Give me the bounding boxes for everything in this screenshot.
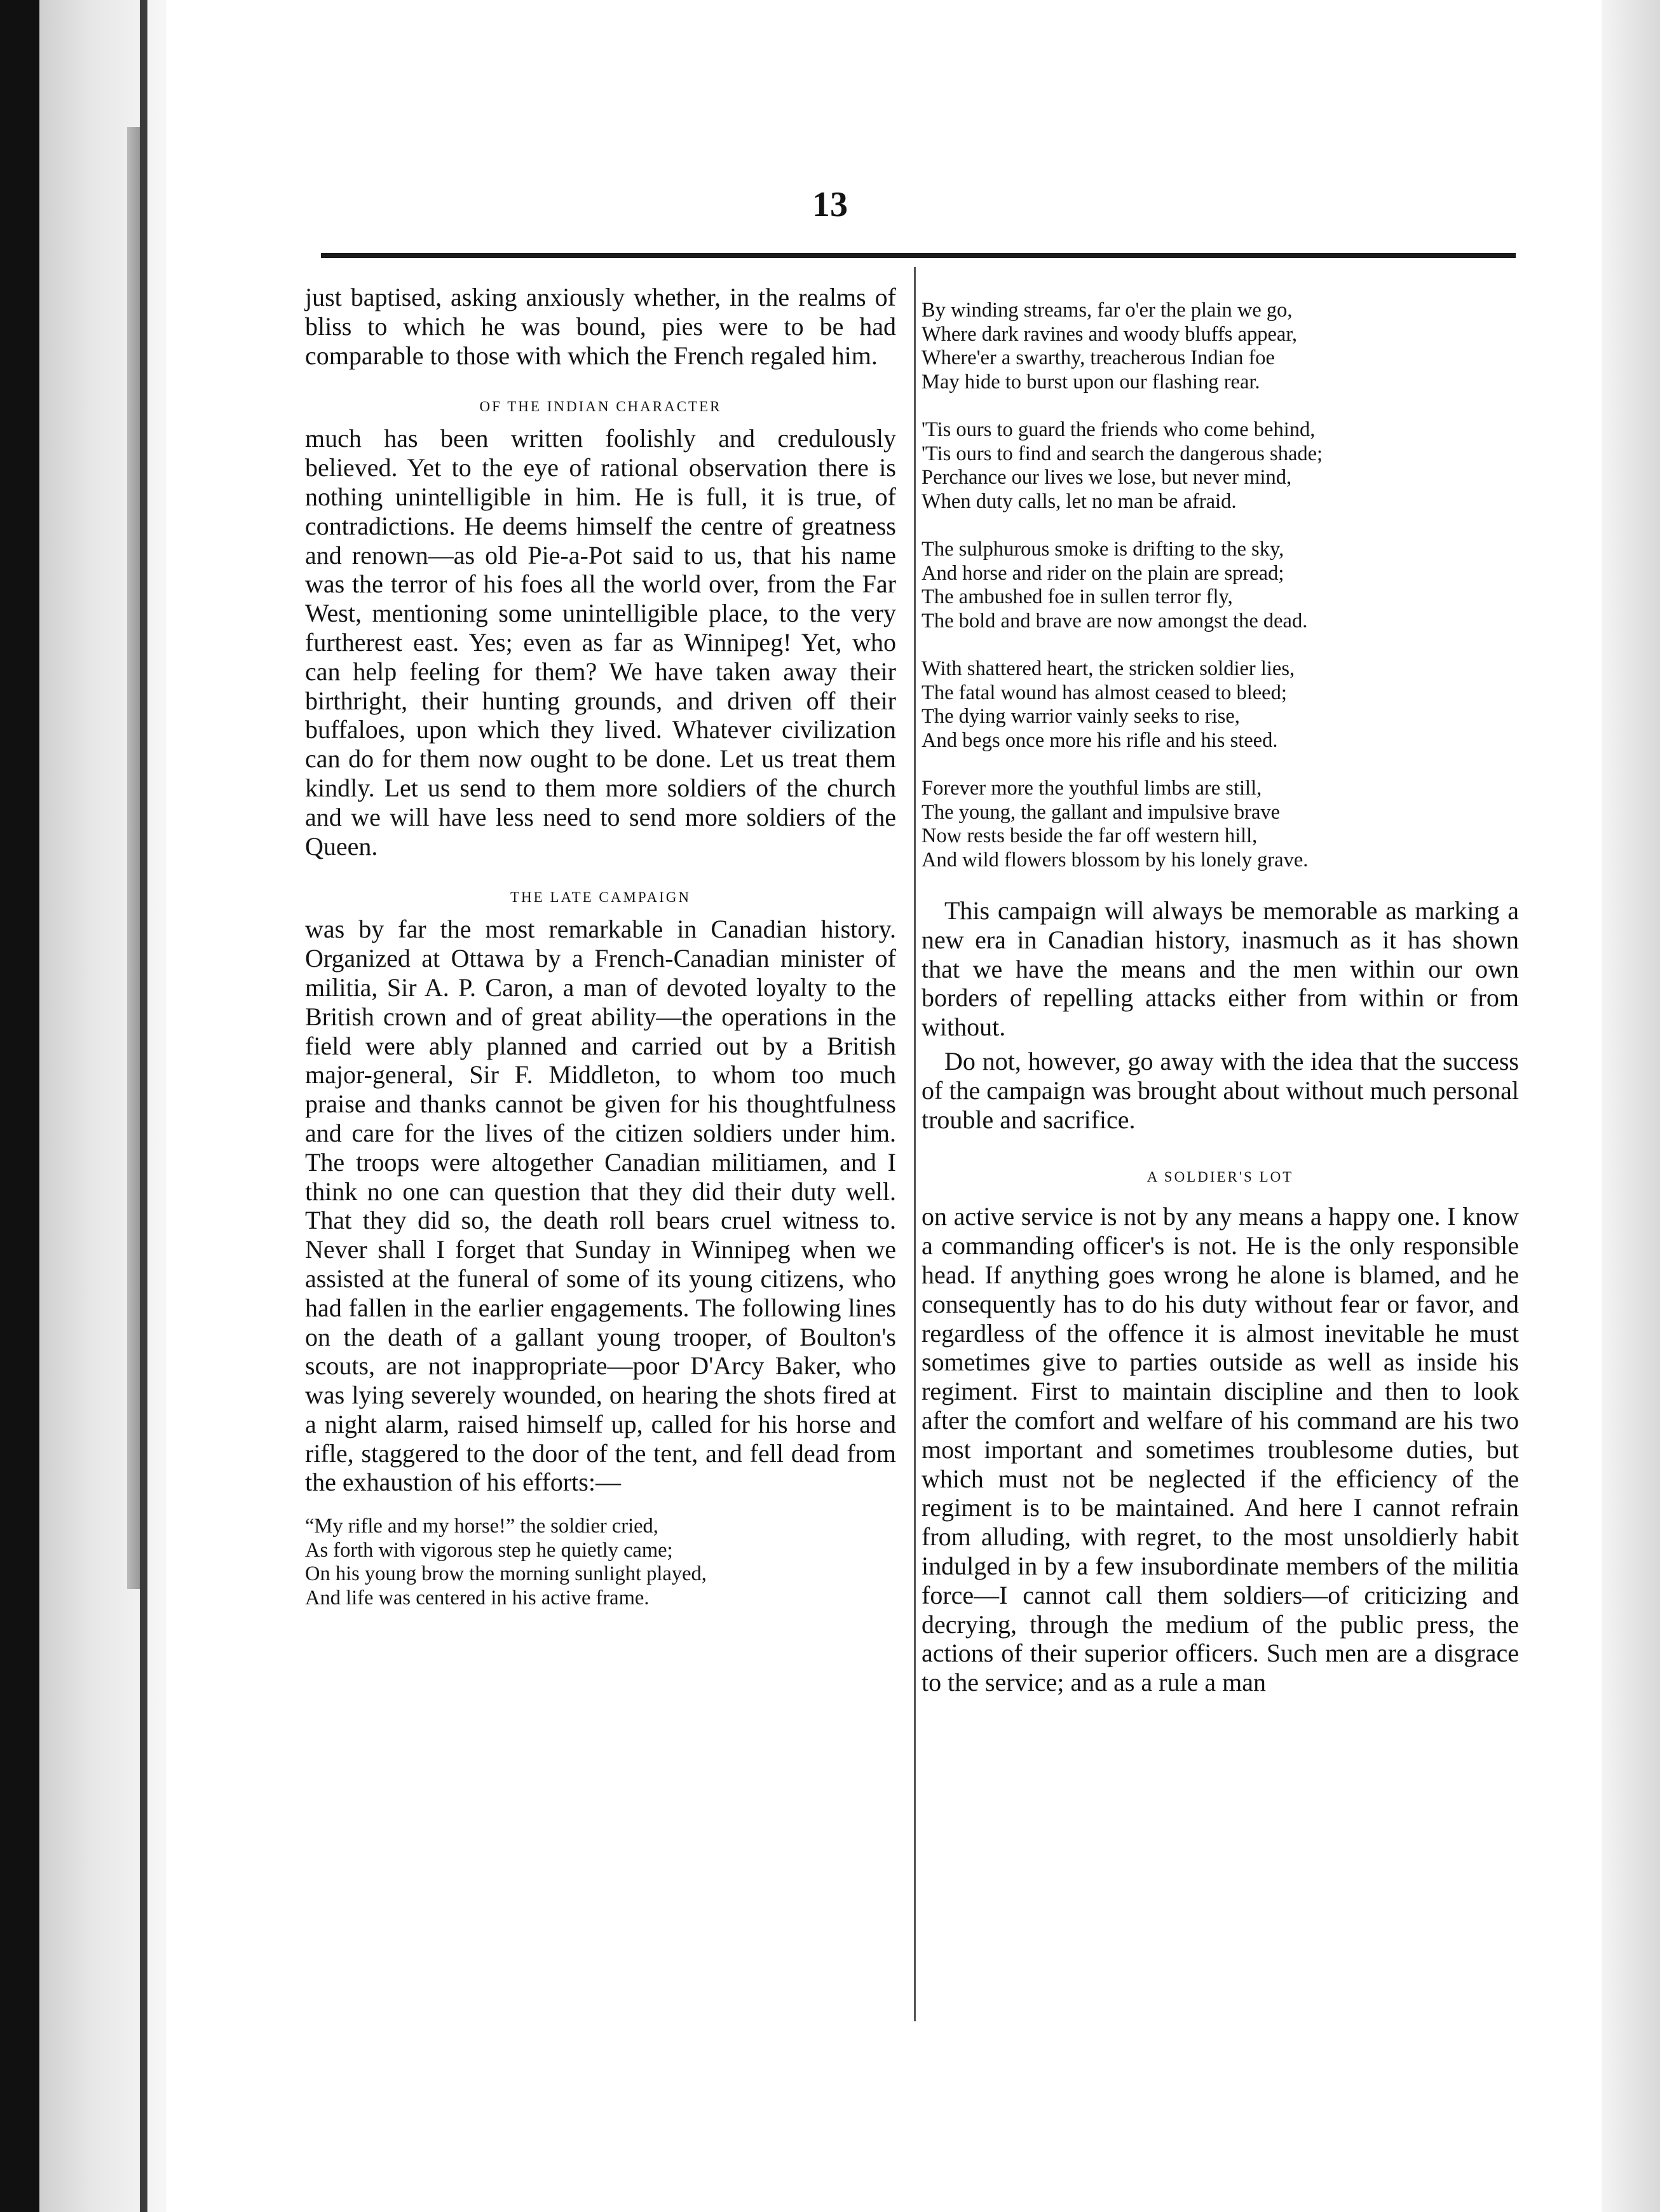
verse-line: And begs once more his rifle and his steed. — [922, 728, 1278, 752]
verse-line: Forever more the youthful limbs are still, — [922, 777, 1262, 800]
verse-line: The fatal wound has almost ceased to bleed; — [922, 681, 1287, 704]
verse-line: “My rifle and my horse!” the soldier cried, — [305, 1515, 658, 1538]
heading-soldiers-lot: A SOLDIER'S LOT — [1146, 1169, 1294, 1185]
right-paragraph-1: This campaign will always be memorable as marking a new era in Canadian history, inasmuch as it has shown that we have the means and the men within our own borders of repelling attacks either from within or from without. — [922, 896, 1519, 1042]
stanza-2 — [922, 418, 1519, 514]
verse-line: The bold and brave are now amongst the dead. — [922, 609, 1308, 632]
verse-line: 'Tis ours to find and search the dangerous shade; — [922, 442, 1323, 465]
verse-line: The young, the gallant and impulsive brave — [922, 800, 1281, 824]
verse-line: Where'er a swarthy, treacherous Indian foe — [922, 346, 1275, 369]
verse-line: And horse and rider on the plain are spread; — [922, 561, 1284, 585]
heading-indian-character: OF THE INDIAN CHARACTER — [479, 399, 722, 415]
verse-line: Perchance our lives we lose, but never mind, — [922, 466, 1292, 489]
stanza-5 — [922, 777, 1519, 872]
verse-line: And life was centered in his active frame. — [305, 1586, 650, 1609]
stanza-4 — [922, 657, 1519, 753]
left-paragraph-2: much has been written foolishly and credulously believed. Yet to the eye of rational observation there is nothing unintelligible in him. He is full, it is true, of contradictions. He deems himself the centre of greatness and renown—as old Pie-a-Pot said to us, that his name was the terror of his foes all the world over, from the Far West, mentioning some unintelligible place, to the very furtherest east. Yes; even as far as Winnipeg! Yet, who can help feeling for them? We have taken away their birthright, their hunting grounds, and driven off their buffaloes, upon which they lived. Whatever civilization can do for them now ought to be done. Let us treat them kindly. Let us send to them more soldiers of the church and we will have less need to send more soldiers of the Queen. — [305, 424, 896, 861]
header-rule — [321, 253, 1516, 258]
left-verse — [305, 1515, 896, 1610]
verse-line: With shattered heart, the stricken soldier lies, — [922, 657, 1295, 680]
verse-line: Where dark ravines and woody bluffs appear, — [922, 322, 1297, 346]
page-number: 13 — [812, 185, 848, 224]
verse-line: The ambushed foe in sullen terror fly, — [922, 585, 1233, 608]
verse-line: 'Tis ours to guard the friends who come behind, — [922, 418, 1316, 441]
verse-line: The dying warrior vainly seeks to rise, — [922, 705, 1240, 728]
verse-line: And wild flowers blossom by his lonely grave. — [922, 848, 1309, 871]
page-edge-shadow — [1602, 0, 1660, 2212]
right-column — [922, 299, 1519, 1697]
verse-line: By winding streams, far o'er the plain we go, — [922, 299, 1293, 322]
left-column — [305, 283, 896, 1610]
verse-line: May hide to burst upon our flashing rear. — [922, 370, 1260, 393]
verse-line: Now rests beside the far off western hill, — [922, 824, 1258, 847]
left-paragraph-3: was by far the most remarkable in Canadian history. Organized at Ottawa by a French-Canadian minister of militia, Sir A. P. Caron, a man of devoted loyalty to the British crown and of great ability—the operations in the field were ably planned and carried out by a British major-general, Sir F. Middleton, to whom too much praise and thanks cannot be given for his thoughtfulness and care for the lives of the citizen soldiers under him. The troops were altogether Canadian militiamen, and I think no one can question that they did their duty well. That they did so, the death roll bears cruel witness to. Never shall I forget that Sunday in Winnipeg when we assisted at the funeral of some of its young citizens, who had fallen in the earlier engagements. The following lines on the death of a gallant young trooper, of Boulton's scouts, are not inappropriate—poor D'Arcy Baker, who was lying severely wounded, on hearing the shots fired at a night alarm, raised himself up, called for his horse and rifle, staggered to the door of the tent, and fell dead from the exhaustion of his efforts:— — [305, 915, 896, 1497]
left-paragraph-1: just baptised, asking anxiously whether, in the realms of bliss to which he was bound, pies were to be had comparable to those with which the French regaled him. — [305, 283, 896, 370]
verse-line: As forth with vigorous step he quietly came; — [305, 1538, 673, 1562]
verse-line: When duty calls, let no man be afraid. — [922, 489, 1237, 513]
verse-line: The sulphurous smoke is drifting to the sky, — [922, 538, 1284, 561]
right-paragraph-2: Do not, however, go away with the idea that the success of the campaign was brought about without much personal trouble and sacrifice. — [922, 1046, 1519, 1134]
verse-line: On his young brow the morning sunlight played, — [305, 1562, 707, 1586]
column-divider — [914, 267, 916, 2021]
binding-stub — [127, 127, 140, 1589]
binding-gutter — [39, 0, 167, 2212]
binding-fold-line — [140, 0, 147, 2212]
binding-shadow — [0, 0, 39, 2212]
right-paragraph-3: on active service is not by any means a happy one. I know a commanding officer's is not. He is the only responsible head. If anything goes wrong he alone is blamed, and he consequently has to do his duty without fear or favor, and regardless of the offence it is almost inevitable he must sometimes give to parties outside as well as inside his regiment. First to maintain discipline and then to look after the comfort and welfare of his command are his two most important and sometimes troublesome duties, but which must not be neglected if the efficiency of the regiment is to be maintained. And here I cannot refrain from alluding, with regret, to the most unsoldierly habit indulged in by a few insubordinate members of the militia force—I cannot call them soldiers—of criticizing and decrying, through the medium of the public press, the actions of their superior officers. Such men are a disgrace to the service; and as a rule a man — [922, 1202, 1519, 1697]
stanza-3 — [922, 538, 1519, 633]
heading-late-campaign: THE LATE CAMPAIGN — [510, 889, 691, 906]
stanza-1 — [922, 299, 1519, 394]
